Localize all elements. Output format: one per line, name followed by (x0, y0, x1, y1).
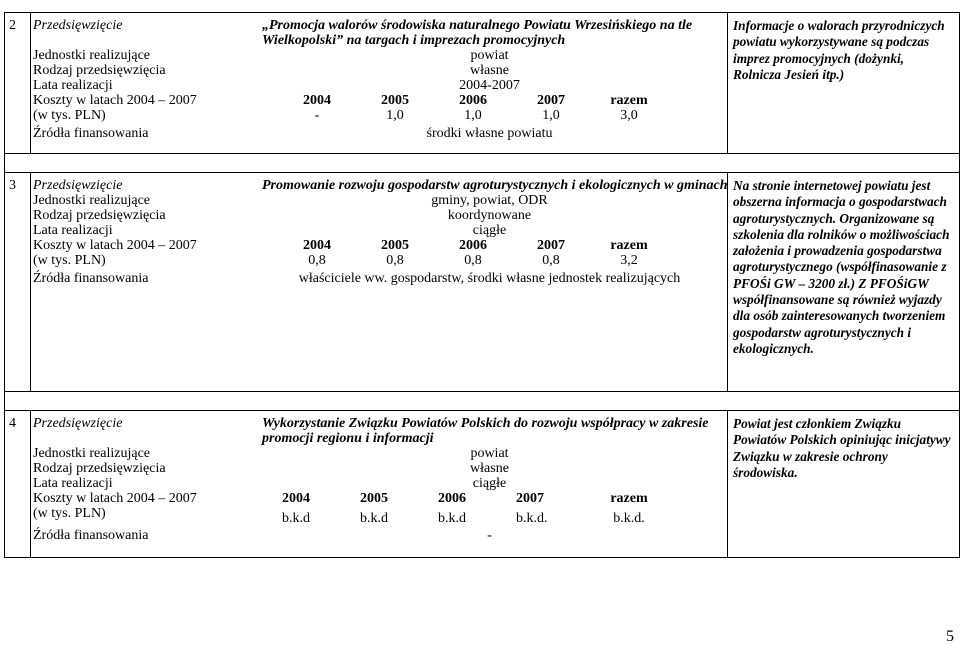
label-lata: Lata realizacji (33, 476, 113, 491)
value-jednostki: powiat (470, 446, 509, 461)
year-header: 2004 (282, 491, 310, 506)
row-number: 4 (5, 411, 31, 558)
label-koszty: Koszty w latach 2004 – 2007 (33, 238, 197, 253)
row-number: 3 (5, 173, 31, 392)
year-header: 2006 (438, 491, 466, 506)
row-details (31, 173, 728, 392)
cost-value: 0,8 (308, 253, 326, 268)
cost-value: b.k.d. (516, 511, 548, 526)
page-number: 5 (946, 628, 954, 645)
cost-value: - (314, 108, 320, 123)
cost-value: 1,0 (542, 108, 560, 123)
label-koszty-unit: (w tys. PLN) (33, 253, 106, 268)
row-note: Powiat jest członkiem Związku Powiatów Polskich opiniując inicjatywy Związku w zakresie ochrony środowiska. (728, 411, 960, 558)
year-header: razem (610, 491, 648, 506)
cost-value: b.k.d. (613, 511, 645, 526)
year-header: 2005 (381, 238, 409, 253)
value-jednostki: powiat (470, 48, 509, 63)
label-jednostki: Jednostki realizujące (33, 193, 151, 208)
year-header: 2007 (516, 491, 544, 506)
value-rodzaj: własne (470, 461, 509, 476)
year-header: 2007 (537, 238, 565, 253)
label-przedsiewziecie: Przedsięwzięcie (33, 18, 123, 33)
label-jednostki: Jednostki realizujące (33, 446, 151, 461)
label-koszty: Koszty w latach 2004 – 2007 (33, 93, 197, 108)
row-details (31, 411, 728, 558)
year-header: 2004 (303, 238, 331, 253)
cost-value: 0,8 (464, 253, 482, 268)
cost-value: 1,0 (464, 108, 482, 123)
row-details (31, 13, 728, 154)
table-row (5, 411, 960, 558)
cost-value: 0,8 (386, 253, 404, 268)
cost-value: 0,8 (542, 253, 560, 268)
measures-table (4, 12, 960, 558)
cost-value: 3,2 (620, 253, 638, 268)
year-header: 2005 (360, 491, 388, 506)
year-header: 2006 (459, 238, 487, 253)
year-header: 2004 (303, 93, 331, 108)
project-title: „Promocja walorów środowiska naturalnego Powiatu Wrzesińskiego na tle Wielkopolski” na targach i imprezach promocyjnych (262, 18, 693, 48)
value-jednostki: gminy, powiat, ODR (431, 193, 548, 208)
row-number: 2 (5, 13, 31, 154)
year-header: razem (610, 238, 648, 253)
cost-value: 1,0 (386, 108, 404, 123)
label-lata: Lata realizacji (33, 223, 113, 238)
value-zrodla: właściciele ww. gospodarstw, środki własne jednostek realizujących (298, 271, 681, 286)
year-header: 2007 (537, 93, 565, 108)
label-rodzaj: Rodzaj przedsięwzięcia (33, 208, 166, 223)
value-lata: ciągłe (472, 223, 507, 238)
project-title: Promowanie rozwoju gospodarstw agroturystycznych i ekologicznych w gminach (262, 178, 728, 193)
year-header: razem (610, 93, 648, 108)
value-zrodla: środki własne powiatu (426, 126, 553, 141)
table-row (5, 13, 960, 154)
row-note: Na stronie internetowej powiatu jest obszerna informacja o gospodarstwach agroturystycznych. Organizowane są szkolenia dla rolników o możliwościach założenia i prowadzenia gospodarstwa agroturystycznego (współfinasowanie z PFOŚi GW – 3200 zł.) Z PFOŚiGW współfinansowane są również wyjazdy dla osób zainteresowanych tworzeniem gospodarstw agroturystycznych i ekologicznych. (728, 173, 960, 392)
value-rodzaj: koordynowane (447, 208, 532, 223)
value-lata: ciągłe (472, 476, 507, 491)
label-jednostki: Jednostki realizujące (33, 48, 151, 63)
label-przedsiewziecie: Przedsięwzięcie (33, 178, 123, 193)
label-rodzaj: Rodzaj przedsięwzięcia (33, 461, 166, 476)
label-koszty: Koszty w latach 2004 – 2007 (33, 491, 197, 506)
cost-value: 3,0 (620, 108, 638, 123)
value-zrodla: - (487, 528, 492, 543)
cost-value: b.k.d (438, 511, 466, 526)
row-note: Informacje o walorach przyrodniczych powiatu wykorzystywane są podczas imprez promocyjnych (dożynki, Rolnicza Jesień itp.) (728, 13, 960, 154)
project-title: Wykorzystanie Związku Powiatów Polskich do rozwoju współpracy w zakresie promocji regionu i informacji (262, 416, 709, 446)
year-header: 2006 (459, 93, 487, 108)
value-rodzaj: własne (470, 63, 509, 78)
label-koszty-unit: (w tys. PLN) (33, 506, 106, 521)
label-lata: Lata realizacji (33, 78, 113, 93)
year-header: 2005 (381, 93, 409, 108)
label-zrodla: Źródła finansowania (33, 528, 149, 543)
table-row (5, 173, 960, 392)
label-zrodla: Źródła finansowania (33, 271, 149, 286)
cost-value: b.k.d (360, 511, 388, 526)
label-zrodla: Źródła finansowania (33, 126, 149, 141)
cost-value: b.k.d (282, 511, 310, 526)
label-rodzaj: Rodzaj przedsięwzięcia (33, 63, 166, 78)
label-przedsiewziecie: Przedsięwzięcie (33, 416, 123, 431)
value-lata: 2004-2007 (459, 78, 520, 93)
label-koszty-unit: (w tys. PLN) (33, 108, 106, 123)
